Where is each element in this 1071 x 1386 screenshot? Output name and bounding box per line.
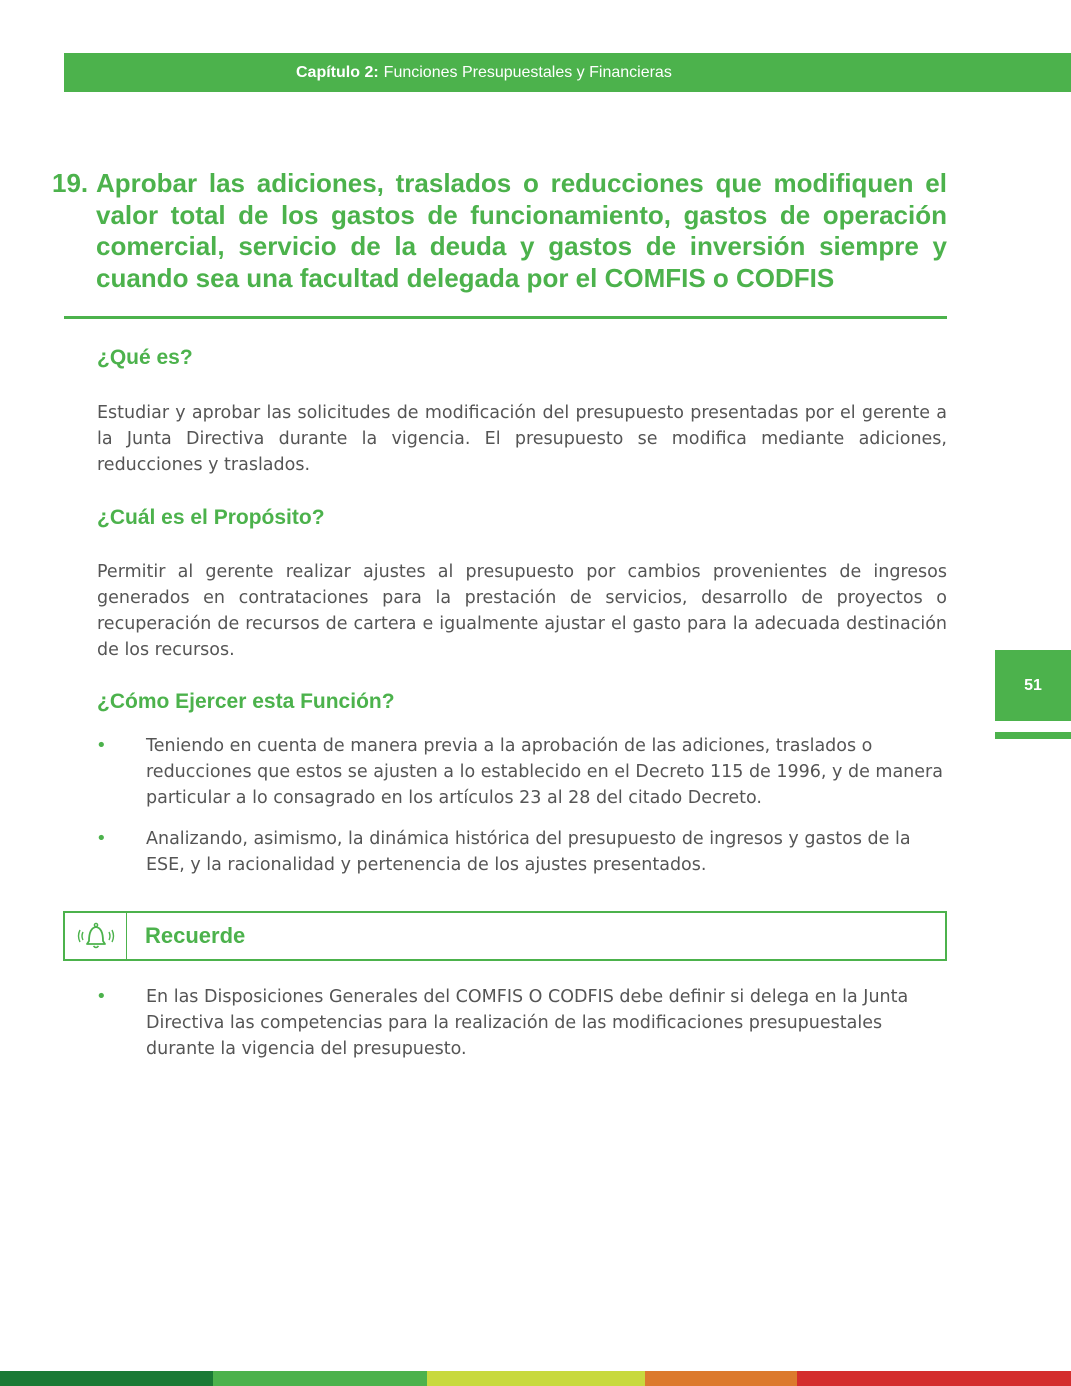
footer-stripe-dark-green [0,1371,213,1386]
bullet-icon: • [96,828,107,849]
chapter-label: Capítulo 2: [296,63,379,81]
page-tab-divider [995,732,1071,739]
list-item [96,826,946,878]
title-number: 19. [52,168,89,198]
bullet-icon: • [96,986,107,1007]
recuerde-box [63,911,947,961]
bullet-icon: • [96,735,107,756]
title-text: Aprobar las adiciones, traslados o reducciones que modifiquen el valor total de los gastos de funcionamiento, gastos de operación comercial, servicio de la deuda y gastos de inversión siempre y cuando sea una facultad delegada por el COMFIS o CODFIS [96,168,947,293]
list-item [96,733,946,811]
bullet-text: Teniendo en cuenta de manera previa a la aprobación de las adiciones, traslados o reducciones que estos se ajusten a lo establecido en el Decreto 115 de 1996, y de manera particular a lo consagrado en los artículos 23 al 28 del citado Decreto. [146,736,943,808]
paragraph-proposito: Permitir al gerente realizar ajustes al presupuesto por cambios provenientes de ingresos generados en contrataciones para la prestación de servicios, desarrollo de proyectos o recuperación de recursos de cartera e igualmente ajustar el gasto para la adecuada destinación de los recursos. [97,562,947,660]
section-title [52,168,947,294]
recuerde-label: Recuerde [145,923,246,948]
chapter-header [64,53,1071,92]
footer-stripe-red [797,1371,1071,1386]
footer-stripe-green [213,1371,427,1386]
paragraph-que-es: Estudiar y aprobar las solicitudes de modificación del presupuesto presentadas por el gerente a la Junta Directiva durante la vigencia. El presupuesto se modifica mediante adiciones, reducciones y traslados. [97,403,947,475]
list-item [96,984,916,1062]
footer-stripe-orange [645,1371,797,1386]
footer-stripe-lime [427,1371,645,1386]
bullet-text: En las Disposiciones Generales del COMFIS O CODFIS debe definir si delega en la Junta Directiva las competencias para la realización de las modificaciones presupuestales durante la vigencia del presupuesto. [146,987,909,1059]
heading-que-es: ¿Qué es? [97,346,193,369]
heading-proposito: ¿Cuál es el Propósito? [97,506,325,529]
bullet-text: Analizando, asimismo, la dinámica histórica del presupuesto de ingresos y gastos de la ESE, y la racionalidad y pertenencia de los ajustes presentados. [146,829,911,875]
bell-icon [65,913,127,959]
heading-como: ¿Cómo Ejercer esta Función? [97,690,395,713]
chapter-title: Funciones Presupuestales y Financieras [383,63,672,81]
title-divider [64,316,947,319]
page-number: 51 [995,650,1071,721]
